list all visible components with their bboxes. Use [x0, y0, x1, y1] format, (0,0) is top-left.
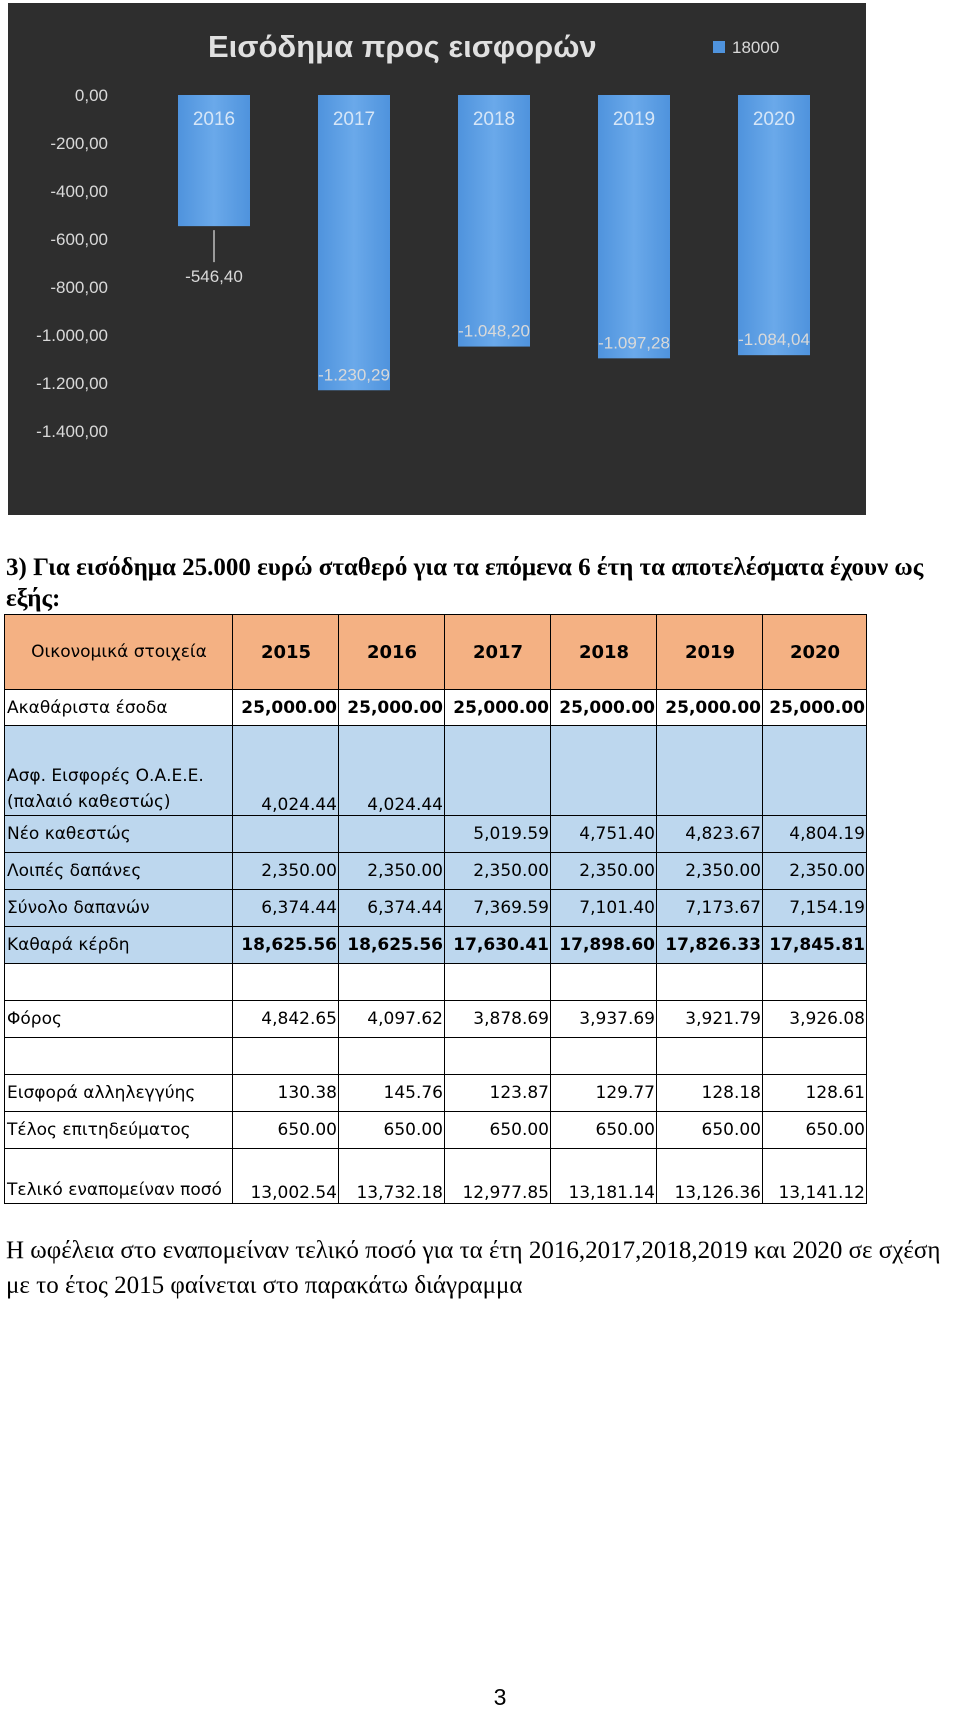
table-cell	[763, 964, 867, 1001]
section-heading: 3) Για εισόδημα 25.000 ευρώ σταθερό για τα επόμενα 6 έτη τα αποτελέσματα έχουν ως εξής:	[6, 554, 924, 612]
table-row-business-fee	[5, 1112, 867, 1149]
table-row-empty	[5, 964, 867, 1001]
table-cell: 128.61	[763, 1075, 867, 1112]
row-label: Ακαθάριστα έσοδα	[5, 690, 233, 726]
table-cell: 3,926.08	[763, 1001, 867, 1038]
bar	[458, 95, 530, 347]
table-cell	[657, 726, 763, 816]
row-label: Λοιπές δαπάνες	[5, 853, 233, 890]
header-year: 2015	[233, 615, 339, 690]
bar-chart	[8, 3, 866, 515]
table-cell: 25,000.00	[233, 690, 339, 726]
table-cell	[657, 964, 763, 1001]
table-cell: 17,898.60	[551, 927, 657, 964]
table-cell: 650.00	[445, 1112, 551, 1149]
table-cell: 13,141.12	[763, 1149, 867, 1204]
table-cell: 123.87	[445, 1075, 551, 1112]
table-cell	[233, 964, 339, 1001]
table-cell	[763, 1038, 867, 1075]
header-year: 2019	[657, 615, 763, 690]
table-cell	[445, 726, 551, 816]
data-label: -1.048,20	[458, 321, 530, 341]
table-cell: 17,845.81	[763, 927, 867, 964]
table-cell: 4,751.40	[551, 816, 657, 853]
row-label: Σύνολο δαπανών	[5, 890, 233, 927]
table-cell: 6,374.44	[233, 890, 339, 927]
table-cell: 25,000.00	[339, 690, 445, 726]
bar	[598, 95, 670, 358]
table-cell	[551, 1038, 657, 1075]
table-cell: 25,000.00	[763, 690, 867, 726]
table-cell: 7,154.19	[763, 890, 867, 927]
row-label: Φόρος	[5, 1001, 233, 1038]
table-cell	[233, 816, 339, 853]
financial-table	[4, 614, 867, 1204]
table-header-row	[5, 615, 867, 690]
table-cell: 12,977.85	[445, 1149, 551, 1204]
table-cell: 650.00	[657, 1112, 763, 1149]
table-cell: 17,826.33	[657, 927, 763, 964]
table-cell	[339, 964, 445, 1001]
data-label: -1.084,04	[738, 330, 810, 350]
table-cell: 129.77	[551, 1075, 657, 1112]
category-label: 2019	[612, 109, 656, 130]
table-cell: 4,024.44	[233, 726, 339, 816]
row-label: Ασφ. Εισφορές Ο.Α.Ε.Ε. (παλαιό καθεστώς)	[5, 726, 233, 816]
header-year: 2016	[339, 615, 445, 690]
table-cell: 650.00	[339, 1112, 445, 1149]
table-cell: 4,024.44	[339, 726, 445, 816]
y-tick-label: -200,00	[50, 134, 108, 153]
row-label: Νέο καθεστώς	[5, 816, 233, 853]
table-cell: 2,350.00	[445, 853, 551, 890]
table-cell: 2,350.00	[657, 853, 763, 890]
table-cell: 4,097.62	[339, 1001, 445, 1038]
table-cell: 7,369.59	[445, 890, 551, 927]
table-cell: 4,804.19	[763, 816, 867, 853]
table-cell: 13,181.14	[551, 1149, 657, 1204]
table-cell: 25,000.00	[551, 690, 657, 726]
bar	[738, 95, 810, 355]
table-cell: 2,350.00	[339, 853, 445, 890]
header-year: 2018	[551, 615, 657, 690]
table-cell: 3,937.69	[551, 1001, 657, 1038]
data-label: -1.097,28	[598, 333, 670, 353]
row-label: Καθαρά κέρδη	[5, 927, 233, 964]
table-cell: 25,000.00	[657, 690, 763, 726]
table-cell: 128.18	[657, 1075, 763, 1112]
table-cell	[5, 1038, 233, 1075]
table-cell: 650.00	[551, 1112, 657, 1149]
table-row-solidarity	[5, 1075, 867, 1112]
table-cell: 2,350.00	[233, 853, 339, 890]
table-cell: 2,350.00	[763, 853, 867, 890]
table-cell: 7,173.67	[657, 890, 763, 927]
table-cell	[657, 1038, 763, 1075]
table-cell: 650.00	[233, 1112, 339, 1149]
chart-title: Εισόδημα προς εισφορών	[208, 29, 597, 64]
table-row-new-regime	[5, 816, 867, 853]
y-tick-label: -600,00	[50, 230, 108, 249]
table-cell: 4,823.67	[657, 816, 763, 853]
table-cell	[445, 1038, 551, 1075]
table-cell: 145.76	[339, 1075, 445, 1112]
row-label: Τέλος επιτηδεύματος	[5, 1112, 233, 1149]
table-row-empty	[5, 1038, 867, 1075]
chart-panel	[8, 3, 866, 515]
table-cell: 13,126.36	[657, 1149, 763, 1204]
data-label: -546,40	[185, 267, 243, 287]
row-label: Τελικό εναπομείναν ποσό	[5, 1149, 233, 1204]
table-cell: 13,002.54	[233, 1149, 339, 1204]
table-cell	[339, 816, 445, 853]
table-cell	[5, 964, 233, 1001]
chart-background	[8, 3, 866, 515]
table-cell: 17,630.41	[445, 927, 551, 964]
category-label: 2017	[332, 109, 376, 130]
table-cell: 6,374.44	[339, 890, 445, 927]
bar	[318, 95, 390, 390]
table-cell: 13,732.18	[339, 1149, 445, 1204]
y-tick-label: -1.200,00	[36, 374, 108, 393]
category-label: 2020	[752, 109, 796, 130]
row-label: Εισφορά αλληλεγγύης	[5, 1075, 233, 1112]
table-row-insurance-old	[5, 726, 867, 816]
data-label: -1.230,29	[318, 365, 390, 385]
category-label: 2016	[192, 109, 236, 130]
table-cell: 2,350.00	[551, 853, 657, 890]
header-year: 2017	[445, 615, 551, 690]
table-cell	[445, 964, 551, 1001]
table-cell: 4,842.65	[233, 1001, 339, 1038]
table-cell: 18,625.56	[233, 927, 339, 964]
table-row-gross-revenue	[5, 690, 867, 726]
table-row-total-expenses	[5, 890, 867, 927]
table-cell: 5,019.59	[445, 816, 551, 853]
table-cell	[763, 726, 867, 816]
table-cell	[551, 964, 657, 1001]
y-tick-label: -400,00	[50, 182, 108, 201]
table-cell	[233, 1038, 339, 1075]
table-row-net-profit	[5, 927, 867, 964]
table-cell: 130.38	[233, 1075, 339, 1112]
table-row-final-amount	[5, 1149, 867, 1204]
table-cell	[551, 726, 657, 816]
table-cell	[339, 1038, 445, 1075]
header-label: Οικονομικά στοιχεία	[5, 615, 233, 690]
table-cell: 25,000.00	[445, 690, 551, 726]
table-cell: 650.00	[763, 1112, 867, 1149]
table-cell: 3,921.79	[657, 1001, 763, 1038]
table-row-other-expenses	[5, 853, 867, 890]
table-cell: 18,625.56	[339, 927, 445, 964]
page-number: 3	[493, 1684, 507, 1710]
y-tick-label: 0,00	[74, 86, 108, 105]
table-cell: 3,878.69	[445, 1001, 551, 1038]
table-row-tax	[5, 1001, 867, 1038]
legend-label: 18000	[732, 38, 780, 57]
header-year: 2020	[763, 615, 867, 690]
y-tick-label: -1.000,00	[36, 326, 108, 345]
y-tick-label: -800,00	[50, 278, 108, 297]
category-label: 2018	[472, 109, 516, 130]
legend-swatch	[713, 41, 725, 53]
y-tick-label: -1.400,00	[36, 422, 108, 441]
table-cell: 7,101.40	[551, 890, 657, 927]
body-paragraph: Η ωφέλεια στο εναπομείναν τελικό ποσό για τα έτη 2016,2017,2018,2019 και 2020 σε σχέση με το έτος 2015 φαίνεται στο παρακάτω διάγραμμα	[6, 1237, 941, 1299]
